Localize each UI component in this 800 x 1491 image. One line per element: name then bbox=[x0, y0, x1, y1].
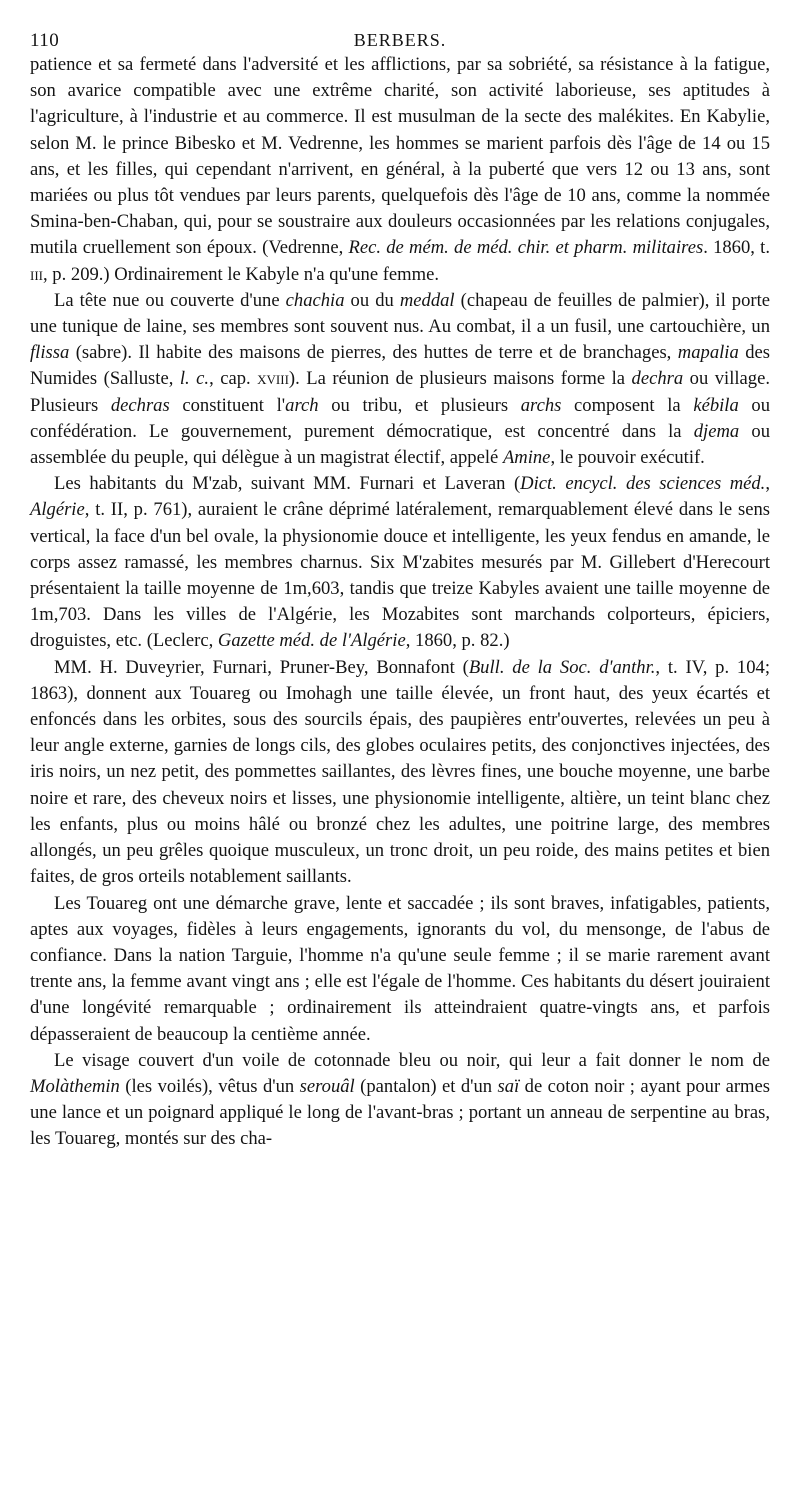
page-number: 110 bbox=[30, 30, 60, 51]
italic-run: l. c. bbox=[179, 368, 210, 390]
text-run: , p. 209.) Ordinairement le Kabyle n'a qu'une femme. bbox=[43, 263, 440, 285]
italic-run: archs bbox=[520, 394, 562, 416]
italic-run: flissa bbox=[30, 342, 70, 364]
body-text bbox=[30, 52, 770, 1153]
text-run: MM. H. Duveyrier, Furnari, Pruner-Bey, Bonnafont ( bbox=[54, 656, 469, 678]
italic-run: chachia bbox=[285, 289, 345, 311]
text-run: Les Touareg ont une démarche grave, lente et saccadée ; ils sont braves, infatigables, patients, aptes aux voyages, fidèles à leurs engagements, ignorants du vol, du mensonge, de l'abus de confiance. Dans la nation Targuie, l'homme n'a qu'une seule femme ; il se marie rarement avant trente ans, la femme avant vingt ans ; elle est l'égale de l'homme. Ces habitants du désert jouiraient d'une longévité remarquable ; ordinairement ils atteindraient quatre-vingts ans, et parfois dépasseraient de beaucoup la centième année. bbox=[30, 892, 770, 1045]
paragraph bbox=[30, 471, 770, 654]
text-run: , 1860, p. 82.) bbox=[405, 630, 510, 652]
italic-run: Bull. de la Soc. d'anthr. bbox=[468, 656, 656, 678]
italic-run: Algérie bbox=[30, 499, 85, 521]
text-run: ou confédération. Le gouvernement, purement démocratique, est concentré dans la bbox=[30, 394, 770, 442]
text-run: composent la bbox=[561, 394, 694, 416]
italic-run: saï bbox=[497, 1075, 520, 1097]
text-run: (les voilés), vêtus d'un bbox=[119, 1075, 300, 1097]
paragraph bbox=[30, 1048, 770, 1153]
italic-run: Molàthemin bbox=[30, 1075, 120, 1097]
text-run: , bbox=[765, 473, 770, 495]
italic-run: mapalia bbox=[677, 342, 739, 364]
italic-run: Dict. encycl. des sciences méd. bbox=[520, 473, 766, 495]
book-page bbox=[30, 0, 770, 1153]
text-run: ou village. Plusieurs bbox=[30, 368, 771, 416]
text-run: Le visage couvert d'un voile de cotonnade bleu ou noir, qui leur a fait donner le nom de bbox=[54, 1049, 770, 1071]
italic-run: dechras bbox=[110, 394, 170, 416]
page-header bbox=[30, 0, 770, 52]
text-run: ou tribu, et plusieurs bbox=[318, 394, 521, 416]
text-run: La tête nue ou couverte d'une bbox=[54, 289, 286, 311]
text-run: constituent l' bbox=[169, 394, 286, 416]
text-run: de coton noir ; ayant pour armes une lance et un poignard appliqué le long de l'avant-bras ; portant un anneau de serpentine au bras, les Touareg, montés sur des cha- bbox=[30, 1075, 770, 1150]
text-run: ou du bbox=[344, 289, 400, 311]
text-run: ). La réunion de plusieurs maisons forme la bbox=[288, 368, 632, 390]
paragraph bbox=[30, 288, 770, 471]
italic-run: Amine bbox=[502, 447, 551, 469]
text-run: Les habitants du M'zab, suivant MM. Furnari et Laveran ( bbox=[54, 473, 521, 495]
text-run: patience et sa fermeté dans l'adversité et les afflictions, par sa sobriété, sa résistance à la fatigue, son avarice compatible avec une extrême charité, son activité laborieuse, ses aptitudes à l'agriculture, à l'industrie et au commerce. Il est musulman de la secte des malékites. En Kabylie, selon M. le prince Bibesko et M. Vedrenne, les hommes se marient parfois dès l'âge de 14 ou 15 ans, et les filles, qui cependant n'arrivent, en général, à la puberté que vers 12 ou 13 ans, sont mariées ou plus tôt vendues par leurs parents, quelquefois dès l'âge de 10 ans, comme la nommée Smina-ben-Chaban, qui, pour se soustraire aux douleurs occasionnées par les relations conjugales, mutila cruellement son époux. (Vedrenne, bbox=[30, 54, 770, 259]
text-run: (sabre). Il habite des maisons de pierres, des huttes de terre et de branchages, bbox=[69, 342, 678, 364]
text-run: , cap. bbox=[209, 368, 258, 390]
text-run: ou assemblée du peuple, qui délègue à un magistrat électif, appelé bbox=[30, 420, 770, 469]
text-run: (chapeau de feuilles de palmier), il porte une tunique de laine, ses membres sont souvent nus. Au combat, il a un fusil, une cartouchière, un bbox=[30, 289, 770, 338]
paragraph bbox=[30, 52, 770, 288]
paragraph bbox=[30, 655, 770, 891]
running-head: BERBERS. bbox=[353, 30, 447, 50]
text-run: , le pouvoir exécutif. bbox=[550, 447, 705, 469]
italic-run: serouâl bbox=[299, 1075, 355, 1097]
smallcaps-run: iii bbox=[30, 263, 43, 285]
italic-run: meddal bbox=[399, 289, 455, 311]
italic-run: djema bbox=[693, 420, 740, 442]
text-run: , t. IV, p. 104; 1863), donnent aux Touareg ou Imohagh une taille élevée, un front haut, des yeux écartés et enfoncés dans les orbites, sous des sourcils épais, des paupières entr'ouvertes, relevées un peu à leur angle externe, garnies de longs cils, des globes oculaires petits, des conjonctives injectées, des iris noirs, un nez petit, des pommettes saillantes, des lèvres fines, une bouche moyenne, une barbe noire et rare, des cheveux noirs et lisses, une physionomie intelligente, altière, un teint blanc chez les enfants, plus ou moins hâlé ou bronzé chez les adultes, une poitrine large, des membres allongés, un peu grêles quoique musculeux, un tronc droit, un peu roide, des mains petites et bien faites, de gros orteils notablement saillants. bbox=[30, 656, 770, 888]
italic-run: kébila bbox=[693, 394, 739, 416]
smallcaps-run: xviii bbox=[257, 368, 289, 390]
paragraph bbox=[30, 891, 770, 1048]
text-run: , t. II, p. 761), auraient le crâne déprimé latéralement, remarquablement élevé dans le sens vertical, la face d'un bel ovale, la physionomie douce et intelligente, les yeux fendus en amande, le corps assez ramassé, les membres charnus. Six M'zabites mesurés par M. Gillebert d'Herecourt présentaient la taille moyenne de 1m,603, tandis que treize Kabyles avaient une taille moyenne de 1m,703. Dans les villes de l'Algérie, les Mozabites sont marchands colporteurs, épiciers, droguistes, etc. (Leclerc, bbox=[30, 499, 770, 652]
italic-run: dechra bbox=[631, 368, 684, 390]
text-run: des Numides (Salluste, bbox=[30, 342, 770, 390]
text-run: (pantalon) et d'un bbox=[354, 1075, 498, 1097]
italic-run: Rec. de mém. de méd. chir. et pharm. militaires bbox=[348, 237, 704, 259]
italic-run: Gazette méd. de l'Algérie bbox=[217, 630, 406, 652]
text-run: . 1860, t. bbox=[703, 237, 770, 259]
italic-run: arch bbox=[285, 394, 319, 416]
